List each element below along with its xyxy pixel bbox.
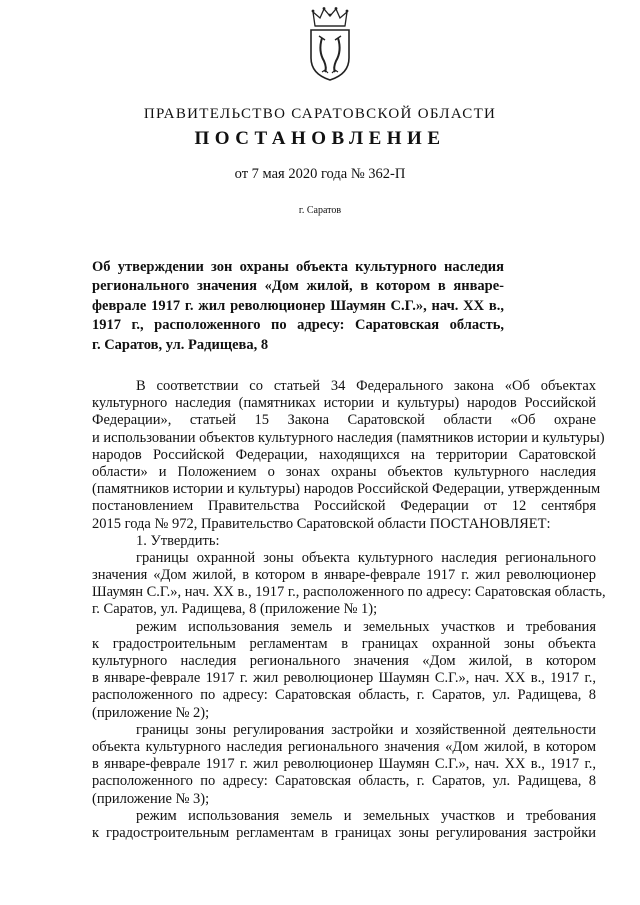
subject-line: регионального значения «Дом жилой, в котором в январе-	[92, 278, 504, 295]
document-city: г. Саратов	[298, 205, 342, 216]
subject-line: Об утверждении зон охраны объекта культурного наследия	[92, 259, 504, 275]
body-line: В соответствии со статьей 34 Федерального закона «Об объектах	[136, 378, 596, 394]
organization-name: ПРАВИТЕЛЬСТВО САРАТОВСКОЙ ОБЛАСТИ	[143, 106, 497, 122]
body-line: расположенного по адресу: Саратовская область, г. Саратов, ул. Радищева, 8	[92, 773, 596, 790]
body-line: культурного наследия регионального значения «Дом жилой, в котором	[92, 653, 596, 669]
body-line: режим использования земель и земельных участков и требования	[136, 807, 596, 824]
body-line: народов Российской Федерации, находящихся на территории Саратовской	[92, 446, 596, 463]
body-line: (приложение № 2);	[92, 704, 210, 721]
body-line: расположенного по адресу: Саратовская область, г. Саратов, ул. Радищева, 8	[92, 687, 596, 704]
body-line: г. Саратов, ул. Радищева, 8 (приложение № 1);	[92, 601, 378, 618]
body-line: границы охранной зоны объекта культурного наследия регионального	[136, 549, 596, 566]
body-line: культурного наследия (памятниках истории и культуры) народов Российской	[92, 395, 596, 412]
body-line: Шаумян С.Г.», нач. XX в., 1917 г., расположенного по адресу: Саратовская область,	[92, 584, 606, 601]
body-line: к градостроительным регламентам в границах зоны регулирования застройки	[92, 824, 596, 841]
body-line: Федерации», статьей 15 Закона Саратовской области «Об охране	[92, 412, 596, 429]
body-line: в январе-феврале 1917 г. жил революционер Шаумян С.Г.», нач. XX в., 1917 г.,	[92, 670, 596, 687]
body-line: в январе-феврале 1917 г. жил революционер Шаумян С.Г.», нач. XX в., 1917 г.,	[92, 756, 596, 773]
body-line: области» и Положением о зонах охраны объектов культурного наследия	[92, 463, 596, 480]
subject-line: г. Саратов, ул. Радищева, 8	[92, 336, 269, 353]
saratov-coat-of-arms-icon	[305, 6, 355, 82]
subject-line: 1917 г., расположенного по адресу: Саратовская область,	[92, 317, 504, 334]
body-line: к градостроительным регламентам в границах охранной зоны объекта	[92, 635, 596, 652]
body-line: 1. Утвердить:	[136, 532, 220, 549]
subject-line: феврале 1917 г. жил революционер Шаумян С.Г.», нач. XX в.,	[92, 297, 504, 314]
body-line: постановлением Правительства Российской Федерации от 12 сентября	[92, 498, 596, 515]
document-subject	[92, 258, 504, 355]
body-line: режим использования земель и земельных участков и требования	[136, 618, 596, 635]
document-type-title: ПОСТАНОВЛЕНИЕ	[194, 128, 446, 149]
document-date-number: от 7 мая 2020 года № 362-П	[234, 166, 406, 182]
body-line: (памятников истории и культуры) народов Российской Федерации, утвержденным	[92, 481, 601, 498]
body-line: и использовании объектов культурного наследия (памятников истории и культуры)	[92, 429, 605, 446]
body-line: значения «Дом жилой, в котором в январе-феврале 1917 г. жил революционер	[92, 567, 596, 584]
body-line: объекта культурного наследия регионального значения «Дом жилой, в котором	[92, 738, 596, 755]
document-body	[92, 378, 606, 842]
body-line: (приложение № 3);	[92, 790, 210, 807]
body-line: границы зоны регулирования застройки и хозяйственной деятельности	[136, 721, 596, 738]
body-line: 2015 года № 972, Правительство Саратовской области ПОСТАНОВЛЯЕТ:	[92, 515, 551, 532]
